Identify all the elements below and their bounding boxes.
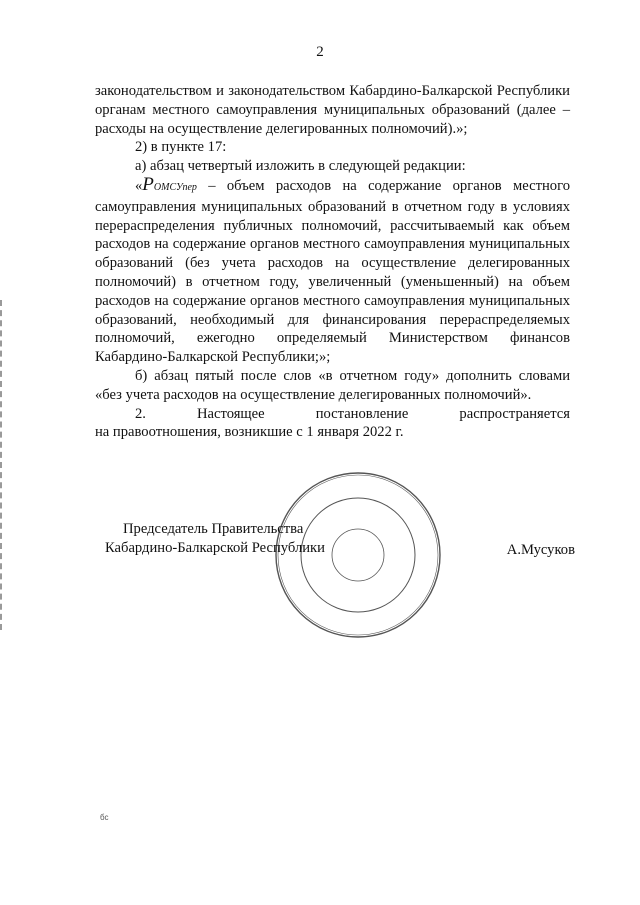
- signature-block: [105, 520, 575, 580]
- paragraph-section-2-cont: на правоотношения, возникшие с 1 января 2022 г.: [95, 424, 404, 441]
- signatory-title-line1: Председатель Правительства: [123, 521, 304, 537]
- signatory-name: А.Мусуков: [506, 542, 575, 558]
- formula-definition-text: – объем расходов на содержание органов местного самоуправления муниципальных образований в отчетном году в условиях перераспределения публичных полномочий, рассчитываемый как объем расходов на содержание органов местного самоуправления муниципальных образований (без учета расходов на осуществление делегированных полномочий) в отчетном году, увеличенный (уменьшенный) на объем расходов на содержание органов местного самоуправления муниципальных образований, необходимый для финансирования перераспределяемых полномочий, ежегодно определяемый Министерством финансов Кабардино-Балкарской Республики;»;: [95, 177, 570, 366]
- paragraph-section-2: 2. Настоящее постановление распространяется: [135, 405, 570, 422]
- signatory-title-line2: Кабардино-Балкарской Республики: [105, 540, 325, 556]
- formula-subscript: ОМСУпер: [153, 181, 197, 193]
- formula-symbol: P: [142, 173, 154, 195]
- paragraph-formula-definition: [95, 173, 570, 367]
- paragraph-item-a: а) абзац четвертый изложить в следующей редакции:: [135, 158, 466, 175]
- open-quote: «: [135, 177, 143, 194]
- footer-mark: бс: [100, 813, 109, 822]
- paragraph-item-2: 2) в пункте 17:: [135, 139, 227, 156]
- document-body: [95, 82, 570, 442]
- page-number: 2: [316, 44, 324, 60]
- paragraph-item-b: б) абзац пятый после слов «в отчетном году» дополнить словами «без учета расходов на осуществление делегированных полномочий».: [95, 367, 570, 403]
- paragraph-continuation: законодательством и законодательством Кабардино-Балкарской Республики органам местного самоуправления муниципальных образований (далее – расходы на осуществление делегированных полномочий).»;: [95, 83, 570, 137]
- scan-margin-marks: [0, 300, 5, 630]
